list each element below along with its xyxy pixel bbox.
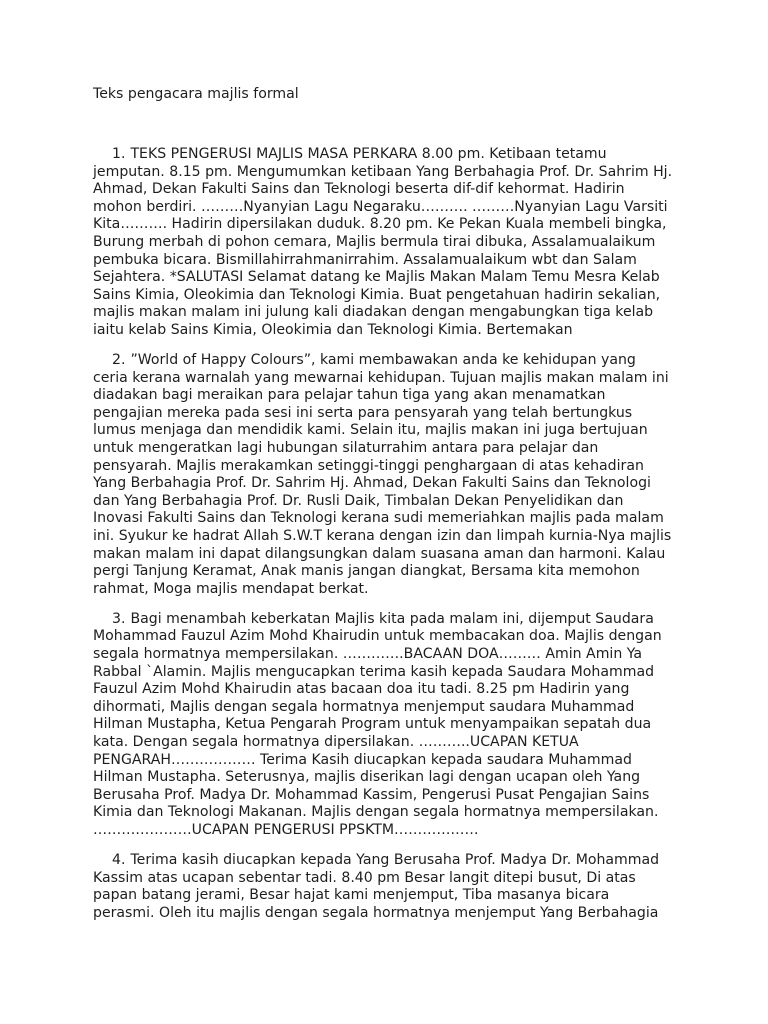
paragraph-text: ”World of Happy Colours”, kami membawakan anda ke kehidupan yang ceria kerana warnalah yang mewarnai kehidupan. Tujuan majlis makan malam ini diadakan bagi meraikan para pelajar tahun tiga yang akan menamatkan pengajian mereka pada sesi ini serta para pensyarah yang telah bertungkus lumus menjaga dan mendidik kami. Selain itu, majlis makan ini juga bertujuan untuk mengeratkan lagi hubungan silaturrahim antara para pelajar dan pensyarah. Majlis merakamkan setinggi-tinggi penghargaan di atas kehadiran Yang Berbahagia Prof. Dr. Sahrim Hj. Ahmad, Dekan Fakulti Sains dan Teknologi dan Yang Berbahagia Prof. Dr. Rusli Daik, Timbalan Dekan Penyelidikan dan Inovasi Fakulti Sains dan Teknologi kerana sudi memeriahkan majlis pada malam ini. Syukur ke hadrat Allah S.W.T kerana dengan izin dan limpah kurnia-Nya majlis makan malam ini dapat dilangsungkan dalam suasana aman dan harmoni. Kalau pergi Tanjung Keramat, Anak manis jangan diangkat, Bersama kita memohon rahmat, Moga majlis mendapat berkat. — [93, 352, 672, 597]
paragraph-number: 4. — [112, 852, 126, 869]
paragraph-text: Bagi menambah keberkatan Majlis kita pada malam ini, dijemput Saudara Mohammad Fauzul Azim Mohd Khairudin untuk membacakan doa. Majlis dengan segala hormatnya mempersilakan. ………….BACAAN DOA……… Amin Amin Ya Rabbal `Alamin. Majlis mengucapkan terima kasih kepada Saudara Mohammad Fauzul Azim Mohd Khairudin atas bacaan doa itu tadi. 8.25 pm Hadirin yang dihormati, Majlis dengan segala hormatnya menjemput saudara Muhammad Hilman Mustapha, Ketua Pengarah Program untuk menyampaikan sepatah dua kata. Dengan segala hormatnya dipersilakan. ………..UCAPAN KETUA PENGARAH……………… Terima Kasih diucapkan kepada saudara Muhammad Hilman Mustapha. Seterusnya, majlis diserikan lagi dengan ucapan oleh Yang Berusaha Prof. Madya Dr. Mohammad Kassim, Pengerusi Pusat Pengajian Sains Kimia dan Teknologi Makanan. Majlis dengan segala hormatnya mempersilakan. …………………UCAPAN PENGERUSI PPSKTM……………… — [93, 610, 662, 838]
paragraph-3 — [93, 611, 673, 840]
paragraph-2 — [93, 352, 673, 598]
paragraph-text: TEKS PENGERUSI MAJLIS MASA PERKARA 8.00 pm. Ketibaan tetamu jemputan. 8.15 pm. Mengumumkan ketibaan Yang Berbahagia Prof. Dr. Sahrim Hj. Ahmad, Dekan Fakulti Sains dan Teknologi beserta dif-dif kehormat. Hadirin mohon berdiri. ………Nyanyian Lagu Negaraku………. ………Nyanyian Lagu Varsiti Kita………. Hadirin dipersilakan duduk. 8.20 pm. Ke Pekan Kuala membeli bingka, Burung merbah di pohon cemara, Majlis bermula tirai dibuka, Assalamualaikum pembuka bicara. Bismillahirrahmanirrahim. Assalamualaikum wbt dan Salam Sejahtera. *SALUTASI Selamat datang ke Majlis Makan Malam Temu Mesra Kelab Sains Kimia, Oleokimia dan Teknologi Kimia. Buat pengetahuan hadirin sekalian, majlis makan malam ini julung kali diadakan dengan mengabungkan tiga kelab iaitu kelab Sains Kimia, Oleokimia dan Teknologi Kimia. Bertemakan — [93, 146, 673, 338]
paragraph-number: 1. — [112, 146, 126, 162]
paragraph-1 — [93, 146, 673, 340]
paragraph-number: 3. — [112, 610, 126, 627]
document-title: Teks pengacara majlis formal — [93, 86, 299, 102]
document-body — [93, 146, 673, 935]
paragraph-text: Terima kasih diucapkan kepada Yang Berusaha Prof. Madya Dr. Mohammad Kassim atas ucapan sebentar tadi. 8.40 pm Besar langit ditepi busut, Di atas papan batang jerami, Besar hajat kami menjemput, Tiba masanya bicara perasmi. Oleh itu majlis dengan segala hormatnya menjemput Yang Berbahagia — [93, 852, 660, 921]
paragraph-4 — [93, 852, 673, 922]
paragraph-number: 2. — [112, 352, 126, 369]
